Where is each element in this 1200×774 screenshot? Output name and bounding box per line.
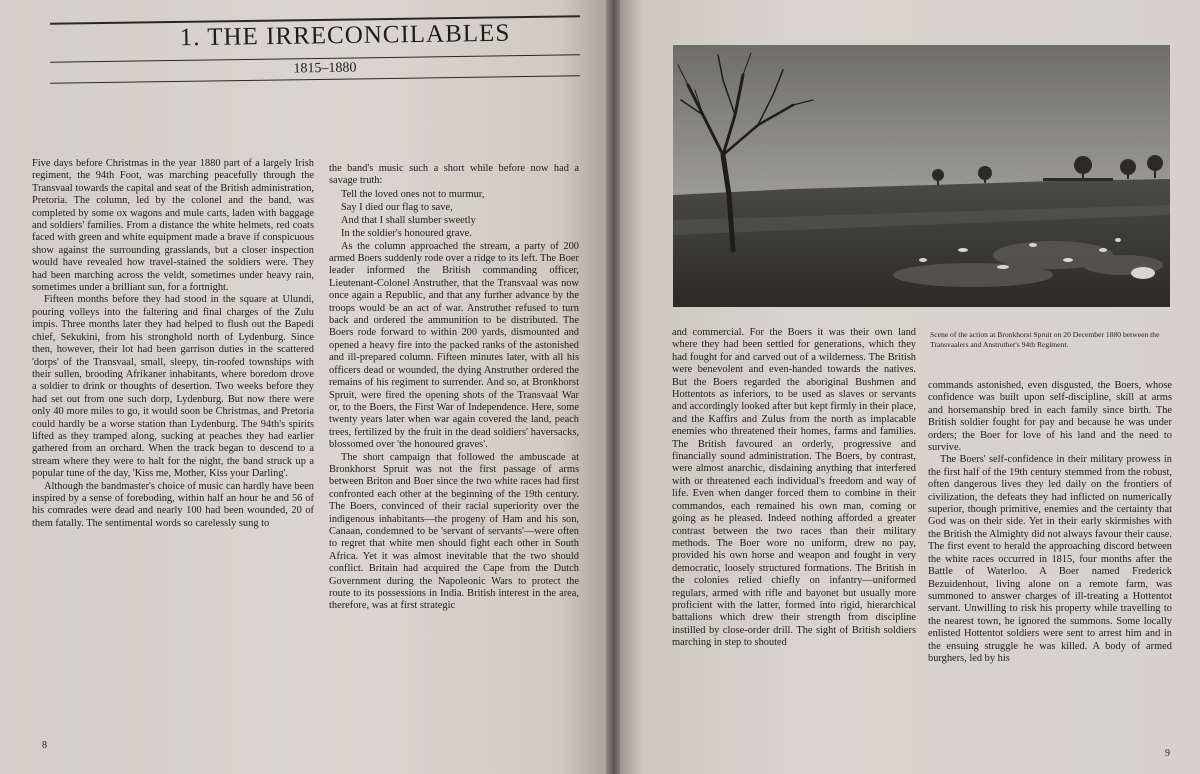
page-number-right: 9 — [1165, 748, 1170, 759]
chapter-title: 1. THE IRRECONCILABLES — [179, 19, 511, 52]
poem-line: Say I died our flag to save, — [341, 202, 453, 214]
left-column-1 — [32, 158, 314, 530]
paragraph: Although the bandmaster's choice of music can hardly have been inspired by a sense of foreboding, within half an hour he and 56 of his comrades were dead and nearly 100 had been wounded, 20 of them fatally. The sentimental words so carelessly sung to — [32, 480, 314, 529]
poem-line: In the soldier's honoured grave. — [341, 228, 472, 240]
date-range: 1815–1880 — [293, 60, 357, 77]
paragraph: Fifteen months before they had stood in the square at Ulundi, pouring volleys into the faltering and final charges of the Zulu impis. Three months later they had helped to flush out the Bapedi chief, Sekukini, from his stronghold north of Lydenburg. Since then, however, their lot had been garrison duties in the scattered 'dorps' of the Transvaal, small, sleepy, tin-roofed townships with their sullen, brooding Afrikaner inhabitants, where boredom drove a soldier to drink or thoughts of desertion. Two weeks before they had set out from one such dorp, Lydenburg. But now there were only 40 more miles to go, it would soon be Christmas, and Pretoria could hardly be a worse station than Lydenburg. The 94th's spirits lifted as they tramped along, sucking at peaches they had earlier gathered from an orchard. When the track began to descend to a stream where they were to halt for the night, the band struck up a popular tune of the day, 'Kiss me, Mother, Kiss your Darling'. — [32, 294, 314, 480]
paragraph: Five days before Christmas in the year 1880 part of a largely Irish regiment, the 94th Foot, was marching peacefully through the Transvaal towards the capital and seat of the British administration, Pretoria. The column, led by the colonel and the band, was completed by some ox wagons and mule carts, laden with baggage and soldiers' families. From a distance the white helmets, red coats faced with green and white equipment made a brave if conspicuous show against the surrounding grasslands, but a closer inspection would have revealed how travel-stained the soldiers were. They had been marching across the veldt, sometimes under heavy rain, sometimes under a brilliant sun, for a fortnight. — [32, 158, 314, 294]
paragraph: The short campaign that followed the ambuscade at Bronkhorst Spruit was not the first passage of arms between Briton and Boer since the two white races had first confronted each other at the beginning of the 19th century. The Boers, convinced of their racial superiority over the indigenous inhabitants—the progeny of Ham and his son, Canaan, condemned to be 'servant of servants'—were often to regret that white men should fight each other in South Africa. Yet it was almost inevitable that the two should conflict. Britain had acquired the Cape from the Dutch Government during the Napoleonic Wars to protect the route to its possessions in India. British interest in the area, therefore, was at first strategic — [329, 451, 579, 612]
page-number-left: 8 — [42, 740, 47, 751]
paragraph: and commercial. For the Boers it was their own land where they had been settled for generations, which they had fought for and carved out of a wilderness. The British were benevolent and even-handed towards the natives. But the Boers regarded the aboriginal Bushmen and Hottentots as inferiors, to be used as slaves or servants and accordingly looked after but kept firmly in their place, and the Kaffirs and Zulus from the north as implacable enemies who threatened their homes, farms and families. The British favoured an orderly, progressive and financially sound administration. The Boers, by contrast, were almost anarchic, disdaining anything that interfered with or threatened each individual's freedom and way of life. Even when danger forced them to combine in their commandos, each remained his own man, coming or going as he pleased. Indeed nothing afforded a greater contrast between the two races than their military methods. The Boer wore no uniform, drew no pay, provided his own horse and weapon and fought in very democratic, loosely structured formations. The British in the colonies relied chiefly on infantry—uniformed regulars, armed with rifle and bayonet but usually more proficient with the latter, formed into rigid, hierarchical battalions which drew their strength from discipline instilled by close-order drill. The sight of British soldiers marching in step to shouted — [672, 327, 916, 649]
paragraph: the band's music such a short while before now had a savage truth: — [329, 163, 579, 187]
poem — [329, 188, 579, 241]
paragraph: As the column approached the stream, a party of 200 armed Boers suddenly rode over a ridge to its left. The Boer leader informed the British commanding officer, Lieutenant-Colonel Anstruther, that the Transvaal was now once again a Republic, and that any further advance by the troops would be an act of war. Anstruther refused to turn back and ordered the ammunition to be distributed. The Boers rode forward to within 200 yards, dismounted and opened a heavy fire into the packed ranks of the astonished and ill-prepared column. Fifteen minutes later, with all his officers dead or wounded, the dying Anstruther ordered the remains of his regiment to surrender. And so, at Bronkhorst Spruit, were fired the opening shots of the Transvaal War or, to the Boers, the First War of Independence. Here, some twenty years later when war again covered the land, peach trees, fertilized by the fruit in the dead soldiers' haversacks, blossomed over 'the honoured graves'. — [329, 240, 579, 451]
left-column-2 — [329, 163, 579, 613]
paragraph: commands astonished, even disgusted, the Boers, whose confidence was built upon self-discipline, skill at arms and horsemanship bred in each family since birth. The British soldier fought for pay and because he was under orders; the Boer for love of his land and the need to survive. — [928, 380, 1172, 454]
poem-line: Tell the loved ones not to murmur, — [341, 188, 485, 200]
poem-line: And that I shall slumber sweetly — [341, 215, 476, 227]
right-column-2 — [928, 380, 1172, 665]
landscape-photo-image — [673, 45, 1170, 307]
paragraph: The Boers' self-confidence in their military prowess in the first half of the 19th century stemmed from the robust, often dangerous lives they led daily on the frontiers of civilization, the defeats they had inflicted on numerically superior, though primitive, enemies and the certainty that God was on their side. Yet in their early skirmishes with the British the Almighty did not always favour their cause. The first event to herald the approaching discord between the white races occurred in 1815, four months after the Battle of Waterloo. A Boer named Frederick Bezuidenhout, living alone on a remote farm, was summoned to answer charges of ill-treating a Hottentot servant. Unwilling to risk his property while travelling to the nearest town, he ignored the summons. Some locally enlisted Hottentot soldiers were sent to arrest him and in the ensuing struggle he was killed. A body of armed burghers, led by his — [928, 454, 1172, 664]
battlefield-photo — [673, 45, 1170, 307]
photo-caption: Scene of the action at Bronkhorst Spruit on 20 December 1880 between the Transvaalers and Anstruther's 94th Regiment. — [930, 330, 1160, 349]
right-column-1 — [672, 327, 916, 650]
